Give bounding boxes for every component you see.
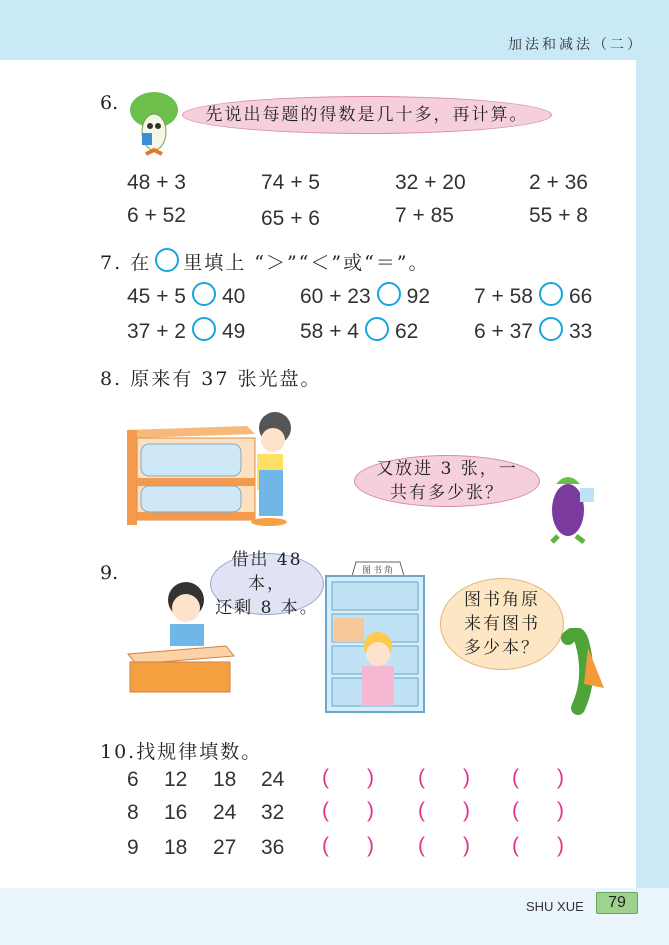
q8-number: 8.: [100, 368, 123, 390]
q9-bubble-line: 还剩 8 本。: [215, 598, 319, 618]
sequence-value: 6: [127, 768, 139, 791]
q7-left: 58 + 4: [300, 320, 359, 343]
q7-left: 45 + 5: [127, 285, 186, 308]
q6-problem: 7 + 85: [395, 204, 454, 227]
sequence-value: 18: [164, 836, 188, 859]
blank-input[interactable]: ( ): [512, 799, 564, 822]
q7-number: 7.: [100, 252, 123, 274]
compare-circle-input[interactable]: [377, 282, 401, 306]
q7-right: 92: [406, 285, 431, 308]
blank-input[interactable]: ( ): [512, 834, 564, 857]
blank-input[interactable]: ( ): [322, 834, 374, 857]
q7-problem: [127, 317, 245, 344]
q6-bubble-text: 先说出每题的得数是几十多，再计算。: [205, 105, 529, 125]
sequence-value: 32: [261, 801, 285, 824]
q7-left: 7 + 58: [474, 285, 533, 308]
compare-circle-input[interactable]: [192, 317, 216, 341]
sequence-value: 16: [164, 801, 188, 824]
q7-right: 40: [221, 285, 246, 308]
q7-problem: [300, 282, 430, 309]
shelf-sign: 图书角: [362, 566, 396, 576]
q6-problem: 48 + 3: [127, 171, 186, 194]
q8-speech-bubble: [354, 455, 540, 507]
subject-label: SHU XUE: [526, 899, 584, 914]
q7-right: 66: [568, 285, 593, 308]
q6-problem: 2 + 36: [529, 171, 588, 194]
sequence-value: 9: [127, 836, 139, 859]
q9-number: 9.: [100, 562, 119, 584]
q9-bubble-line: 图书角原: [464, 590, 540, 610]
q7-problem: [474, 317, 592, 344]
compare-circle-input[interactable]: [192, 282, 216, 306]
q7-problem: [474, 282, 592, 309]
q7-left: 6 + 37: [474, 320, 533, 343]
eggplant-character-icon: [538, 466, 604, 544]
compare-circle-input[interactable]: [365, 317, 389, 341]
q7-right: 49: [221, 320, 246, 343]
q7-right: 33: [568, 320, 593, 343]
sequence-value: 24: [261, 768, 285, 791]
blank-input[interactable]: ( ): [418, 766, 470, 789]
q10-instruction: [100, 737, 262, 764]
q6-problem: 55 + 8: [529, 204, 588, 227]
q10-number: 10.: [100, 741, 137, 763]
q8-bubble-line: 共有多少张？: [390, 483, 504, 503]
pepper-character-icon: [548, 628, 608, 718]
q9-bubble-line: 多少本？: [464, 638, 540, 658]
blank-input[interactable]: ( ): [418, 799, 470, 822]
q7-instruction: [100, 248, 430, 275]
q8-bubble-line: 又放进 3 张，一: [376, 459, 518, 479]
cd-shelf-girl-illustration: [127, 400, 307, 530]
q7-problem: [127, 282, 245, 309]
q7-right: 62: [394, 320, 419, 343]
compare-circle-input[interactable]: [539, 282, 563, 306]
q10-text: 找规律填数。: [136, 741, 263, 763]
q6-problem: 65 + 6: [261, 207, 320, 230]
q7-left: 37 + 2: [127, 320, 186, 343]
q9-bubble-line: 来有图书: [464, 614, 540, 634]
bookshelf-illustration: [320, 560, 430, 715]
right-margin-band: [636, 60, 669, 888]
compare-circle-input[interactable]: [539, 317, 563, 341]
sequence-value: 27: [213, 836, 237, 859]
circle-blank-icon: [155, 248, 179, 272]
page-number-badge: 79: [596, 892, 638, 914]
q9-bubble-line: 借出 48 本，: [231, 550, 303, 594]
q6-problem: 32 + 20: [395, 171, 466, 194]
sequence-value: 8: [127, 801, 139, 824]
blank-input[interactable]: ( ): [512, 766, 564, 789]
q8-text: 原来有 37 张光盘。: [130, 368, 322, 390]
q7-suffix: 里填上 “＞”“＜”或“＝”。: [183, 252, 430, 274]
blank-input[interactable]: ( ): [322, 766, 374, 789]
sequence-value: 24: [213, 801, 237, 824]
q9-right-speech-bubble: [440, 578, 564, 670]
q7-problem: [300, 317, 418, 344]
q6-problem: 74 + 5: [261, 171, 320, 194]
chapter-title: 加法和减法（二）: [508, 37, 644, 53]
blank-input[interactable]: ( ): [418, 834, 470, 857]
q6-problem: 6 + 52: [127, 204, 186, 227]
q7-left: 60 + 23: [300, 285, 371, 308]
bottom-margin-band: [0, 888, 669, 945]
q9-left-speech-bubble: [210, 550, 324, 618]
q7-prefix: 在: [130, 252, 152, 274]
q8-instruction: [100, 364, 321, 391]
q6-speech-bubble: [182, 96, 552, 134]
cabbage-character-icon: [124, 88, 184, 160]
sequence-value: 18: [213, 768, 237, 791]
q6-number: 6.: [100, 92, 119, 114]
sequence-value: 12: [164, 768, 188, 791]
sequence-value: 36: [261, 836, 285, 859]
blank-input[interactable]: ( ): [322, 799, 374, 822]
